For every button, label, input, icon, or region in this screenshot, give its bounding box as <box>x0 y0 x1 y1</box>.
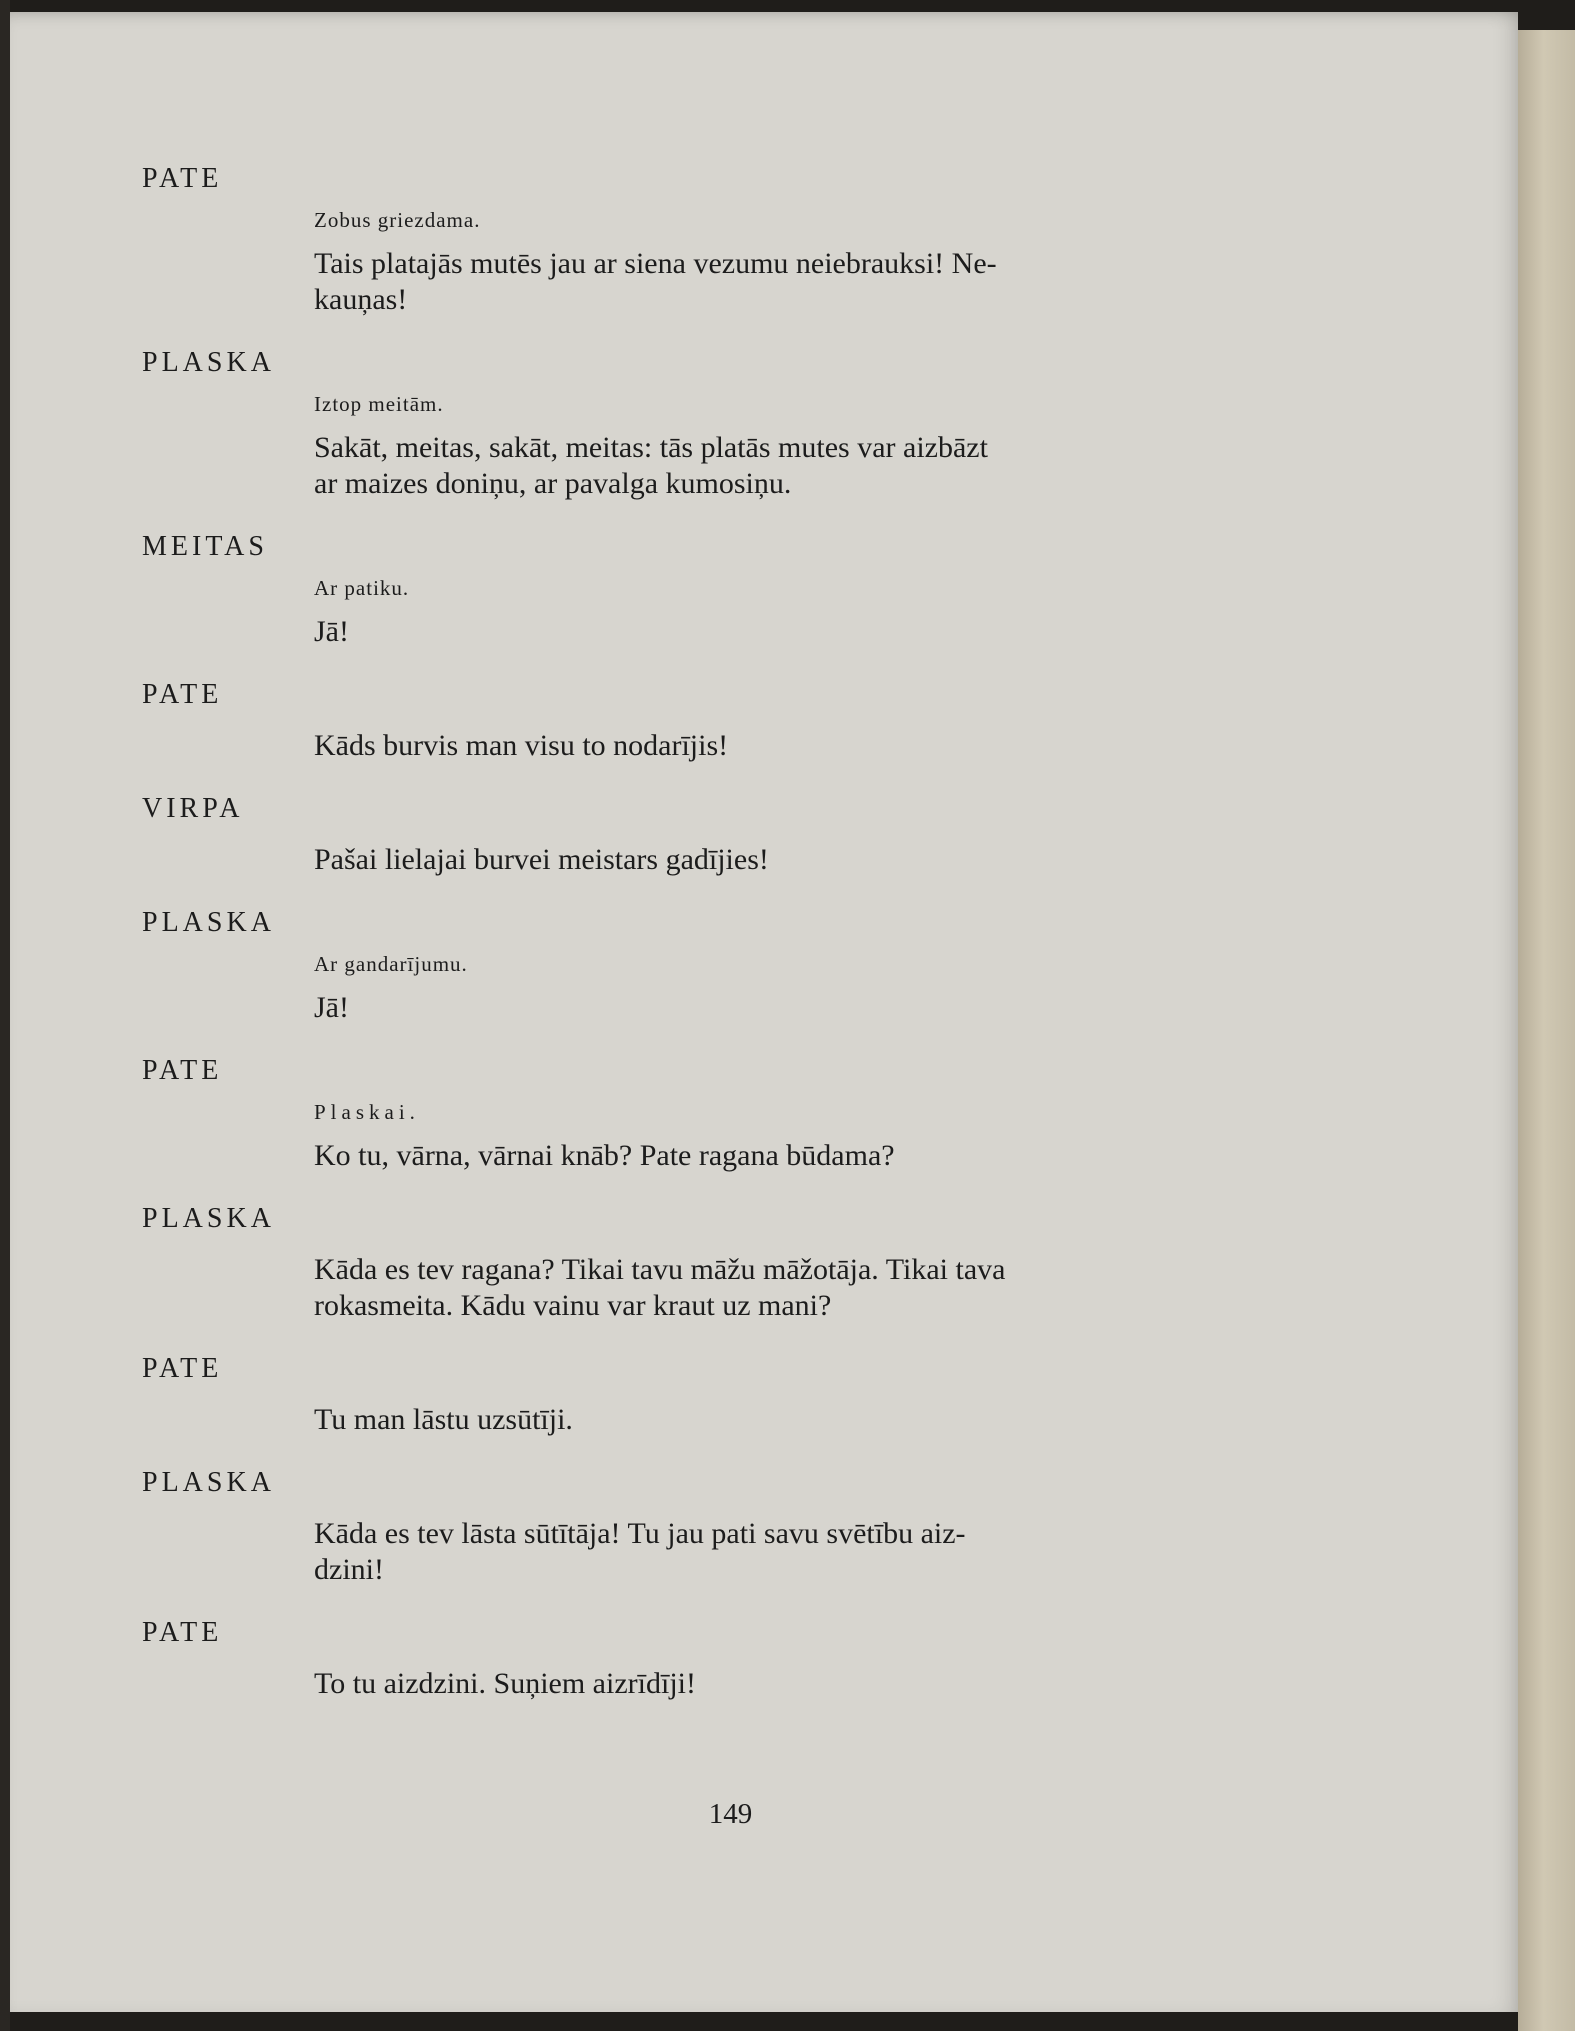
stage-direction: Zobus griezdama. <box>314 208 481 232</box>
dialogue-line-part: Kāda es tev ragana? Tikai tavu māžu māžotāja. Tikai tava <box>314 1253 1006 1286</box>
dialogue-line <box>314 990 1322 1026</box>
speaker-name: PATE <box>142 163 223 194</box>
speech-block <box>142 1616 1322 1702</box>
stage-direction: Ar gandarījumu. <box>314 952 468 976</box>
book-page <box>10 12 1518 2012</box>
dialogue-line-part: Tu man lāstu uzsūtīji. <box>314 1403 573 1436</box>
speech-block <box>142 346 1322 502</box>
speaker-name: PATE <box>142 1055 223 1086</box>
speaker-name: PATE <box>142 1353 223 1384</box>
dialogue-line <box>314 430 1322 502</box>
dialogue-line-part: To tu aizdzini. Suņiem aizrīdīji! <box>314 1667 696 1700</box>
dialogue-line <box>314 728 1322 764</box>
dialogue-line-part: Tais platajās mutēs jau ar siena vezumu neiebrauksi! Ne- <box>314 247 997 280</box>
dialogue-line <box>314 1402 1322 1438</box>
speaker-name: VIRPA <box>142 793 244 824</box>
speech-block <box>142 162 1322 318</box>
stage-direction: Plaskai. <box>314 1100 420 1124</box>
speech-block <box>142 678 1322 764</box>
speech-block <box>142 1202 1322 1324</box>
stage-direction: Iztop meitām. <box>314 392 444 416</box>
dialogue-line-part: ar maizes doniņu, ar pavalga kumosiņu. <box>314 467 792 500</box>
book-binding <box>0 0 10 2031</box>
speaker-name: PLASKA <box>142 907 275 938</box>
dialogue-line-part: Jā! <box>314 991 349 1024</box>
dialogue-line <box>314 842 1322 878</box>
speaker-name: PATE <box>142 679 223 710</box>
speech-block <box>142 530 1322 650</box>
speech-block <box>142 1466 1322 1588</box>
dialogue-line <box>314 246 1322 318</box>
dialogue-line <box>314 1252 1322 1324</box>
dialogue-line-part: rokasmeita. Kādu vainu var kraut uz mani? <box>314 1289 832 1322</box>
speaker-name: PATE <box>142 1617 223 1648</box>
stage-direction: Ar patiku. <box>314 576 410 600</box>
speaker-name: PLASKA <box>142 1467 275 1498</box>
speech-block <box>142 1054 1322 1174</box>
dialogue-line-part: Kāda es tev lāsta sūtītāja! Tu jau pati savu svētību aiz- <box>314 1517 966 1550</box>
speaker-name: PLASKA <box>142 347 275 378</box>
dialogue-line-part: Sakāt, meitas, sakāt, meitas: tās platās mutes var aizbāzt <box>314 431 988 464</box>
speaker-name: PLASKA <box>142 1203 275 1234</box>
dialogue-line <box>314 614 1322 650</box>
speech-block <box>142 1352 1322 1438</box>
dialogue-line-part: Pašai lielajai burvei meistars gadījies! <box>314 843 769 876</box>
dialogue-line-part: dzini! <box>314 1553 384 1586</box>
dialogue-line-part: Kāds burvis man visu to nodarījis! <box>314 729 729 762</box>
dialogue-line-part: Jā! <box>314 615 349 648</box>
dialogue-line <box>314 1666 1322 1702</box>
dialogue-line <box>314 1138 1322 1174</box>
dialogue-line-part: kauņas! <box>314 283 408 316</box>
dialogue-line-part: Ko tu, vārna, vārnai knāb? Pate ragana būdama? <box>314 1139 895 1172</box>
speaker-name: MEITAS <box>142 531 268 562</box>
speech-block <box>142 906 1322 1026</box>
speech-block <box>142 792 1322 878</box>
page-number: 149 <box>708 1798 753 1830</box>
play-text <box>142 162 1322 1702</box>
dialogue-line <box>314 1516 1322 1588</box>
page-edge <box>1518 30 1575 2031</box>
